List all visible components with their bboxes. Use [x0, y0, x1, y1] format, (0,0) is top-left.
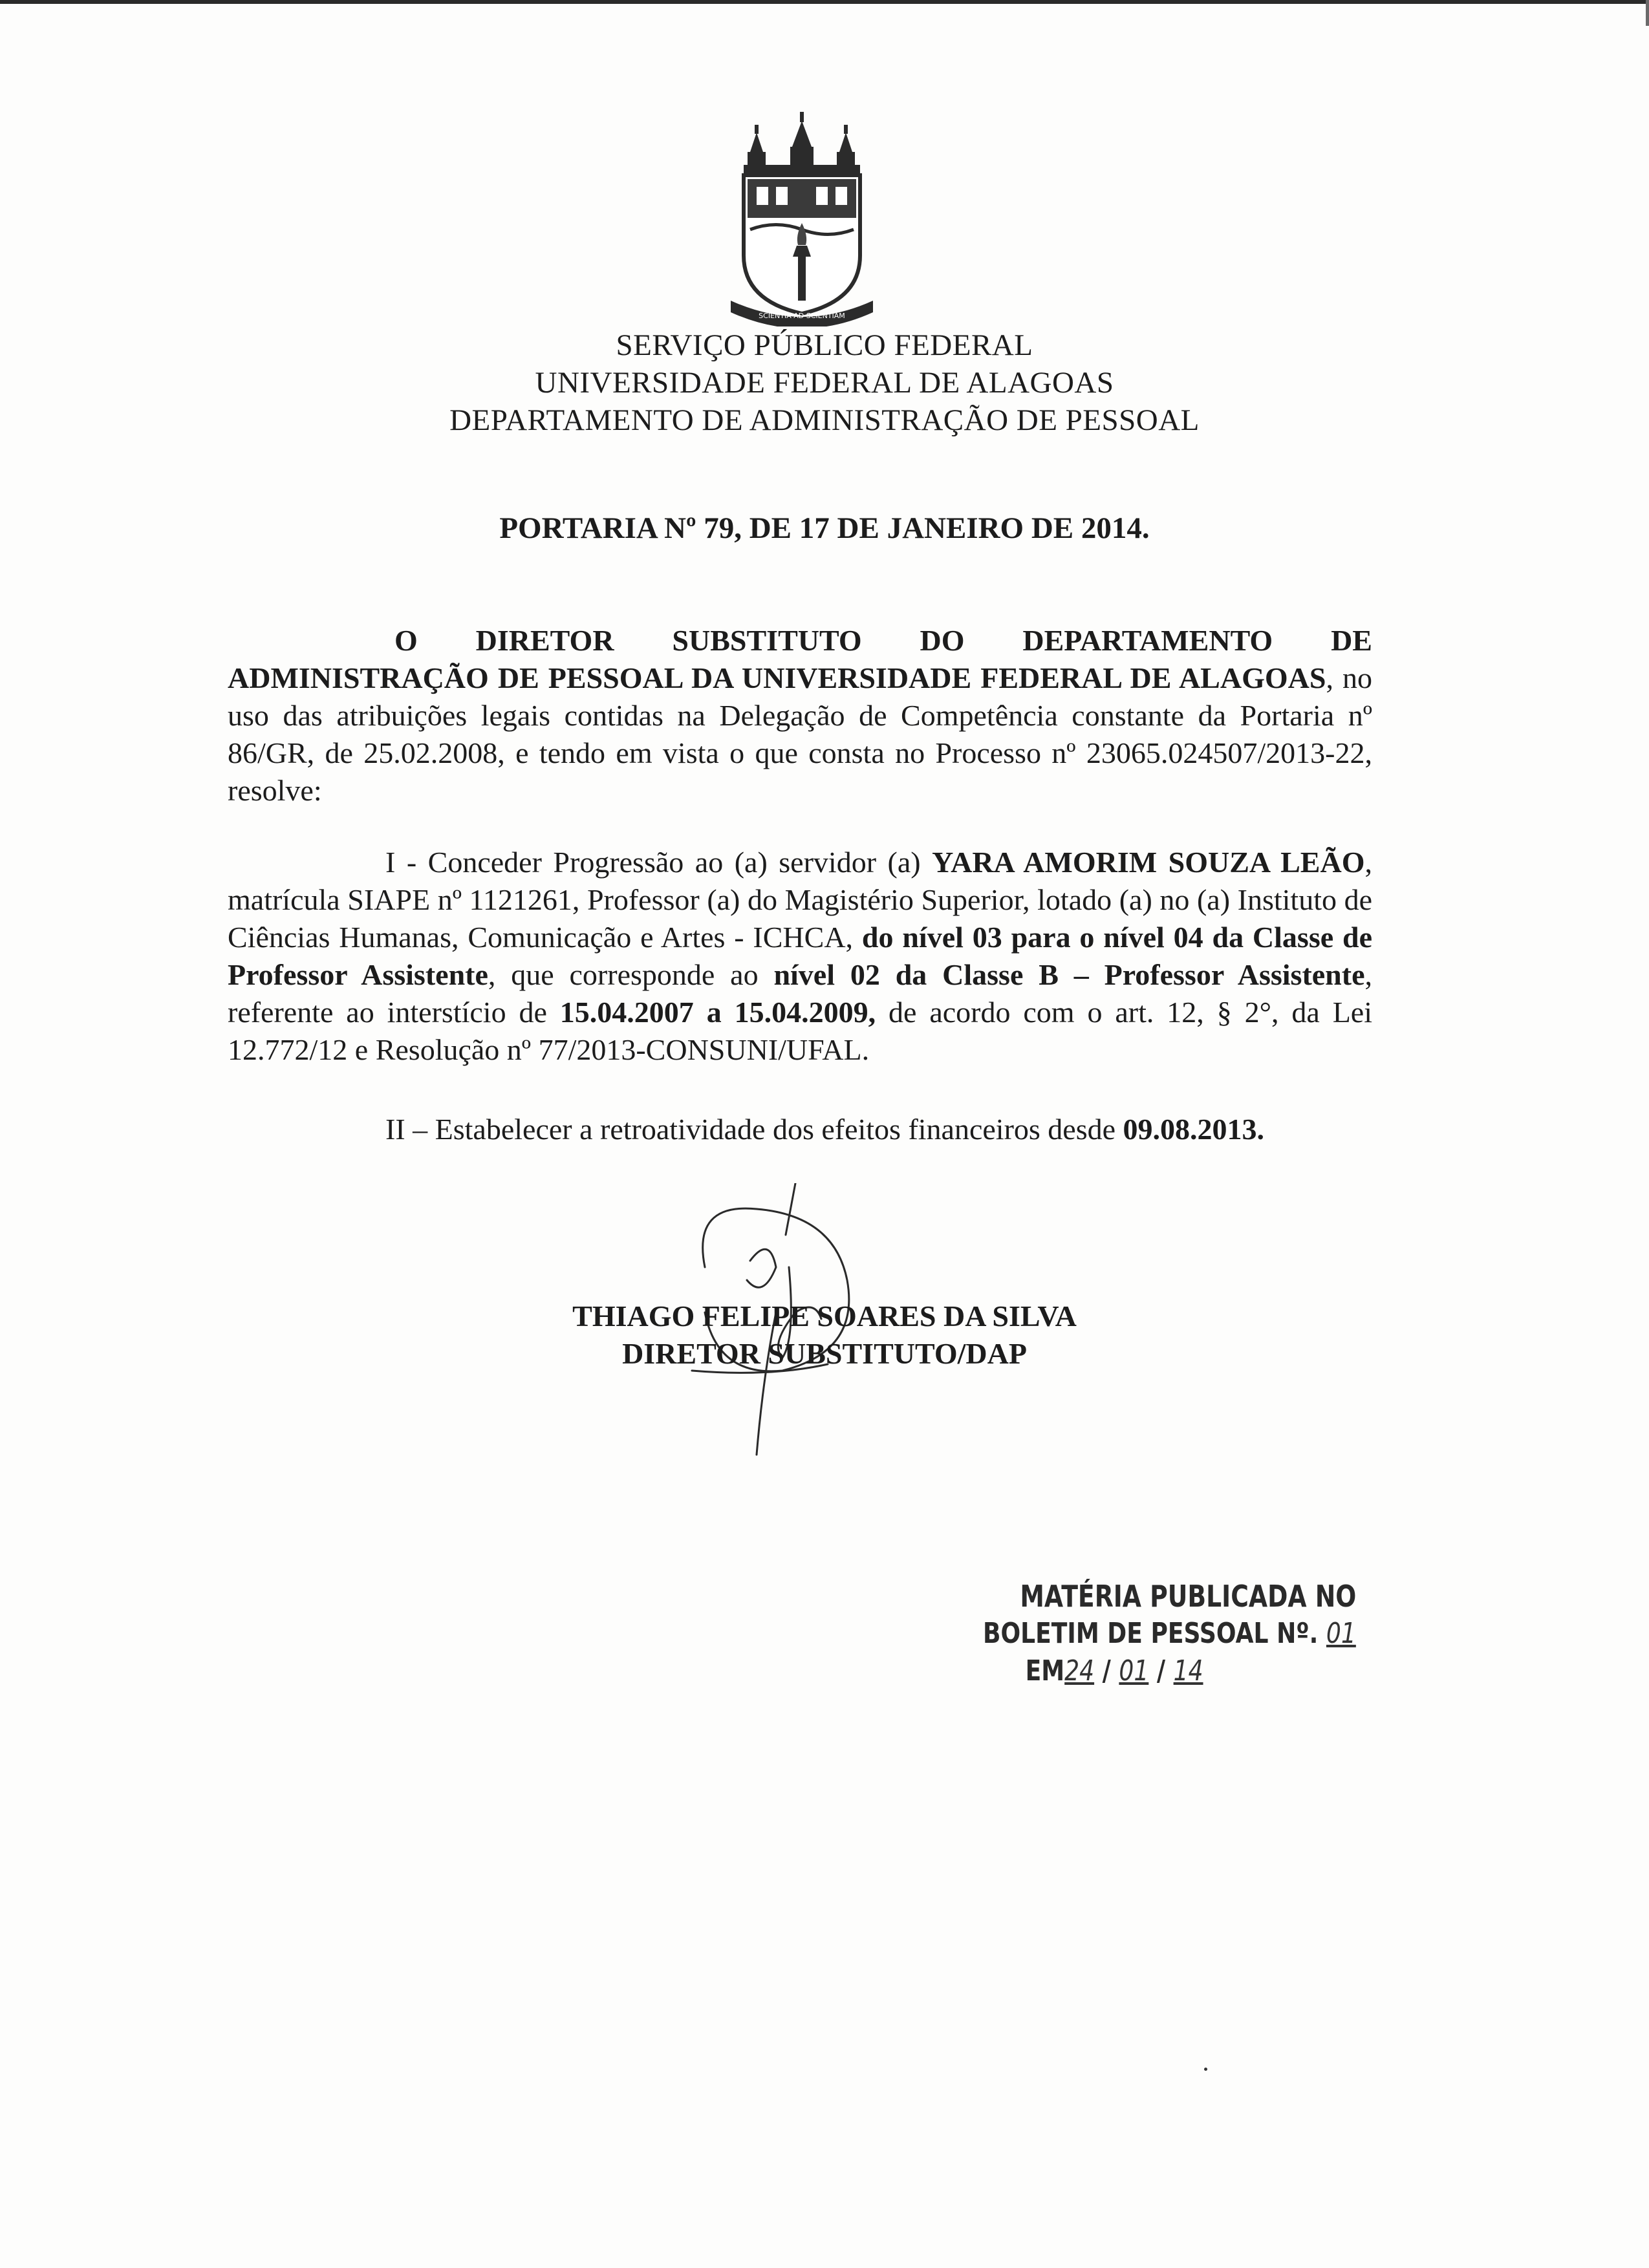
- article-one-prefix: I - Conceder Progressão ao (a) servidor (a): [385, 846, 932, 879]
- stamp-boletim-number: 01: [1326, 1617, 1356, 1650]
- scan-speck: [1204, 2068, 1207, 2071]
- document-header: [0, 326, 1649, 439]
- article-two-paragraph: [228, 1111, 1372, 1148]
- signer-block: [0, 1298, 1649, 1373]
- stamp-line-boletim: [983, 1615, 1356, 1653]
- header-line-department: DEPARTAMENTO DE ADMINISTRAÇÃO DE PESSOAL: [449, 403, 1200, 437]
- signer-name: THIAGO FELIPE SOARES DA SILVA: [572, 1300, 1077, 1332]
- header-line-university: UNIVERSIDADE FEDERAL DE ALAGOAS: [535, 366, 1114, 400]
- article-one-paragraph: [228, 844, 1372, 1069]
- article-one-text-3: , referente ao interstício de: [228, 958, 1372, 1029]
- interstice-period: 15.04.2007 a 15.04.2009,: [559, 996, 876, 1029]
- stamp-line-published: MATÉRIA PUBLICADA NO: [1020, 1579, 1357, 1614]
- stamp-year: 14: [1173, 1654, 1203, 1687]
- stamp-month: 01: [1119, 1654, 1149, 1687]
- to-level: nível 02 da Classe B – Professor Assistente: [773, 958, 1365, 991]
- header-line-service: SERVIÇO PÚBLICO FEDERAL: [616, 328, 1033, 362]
- portaria-title: PORTARIA Nº 79, DE 17 DE JANEIRO DE 2014.: [499, 511, 1150, 545]
- article-one-text-4: de acordo com o art. 12, § 2°, da Lei 12.772/12 e Resolução nº 77/2013-CONSUNI/UFAL.: [228, 996, 1373, 1066]
- publication-stamp: [983, 1578, 1357, 1690]
- servant-name: YARA AMORIM SOUZA LEÃO: [932, 846, 1365, 879]
- from-level: do nível 03 para o nível 04 da Classe de Professor Assistente: [228, 921, 1372, 991]
- signer-role: DIRETOR SUBSTITUTO/DAP: [622, 1337, 1027, 1370]
- preamble-authority: O DIRETOR SUBSTITUTO DO DEPARTAMENTO DE ADMINISTRAÇÃO DE PESSOAL DA UNIVERSIDADE FEDERAL DE ALAGOAS: [228, 624, 1372, 694]
- retroactive-date: 09.08.2013.: [1123, 1113, 1265, 1146]
- stamp-line-date: EM24 / 01 / 14: [1025, 1654, 1203, 1687]
- stamp-boletim-label: BOLETIM DE PESSOAL Nº.: [983, 1617, 1319, 1650]
- preamble-paragraph: [228, 622, 1372, 809]
- preamble-text: , no uso das atribuições legais contidas na Delegação de Competência constante da Portaria nº 86/GR, de 25.02.2008, e tendo em vista o que consta no Processo nº 23065.024507/2013-22, resolve:: [228, 661, 1372, 807]
- crest-motto: SCIENTIA AD SCIENTIAM: [759, 312, 845, 320]
- article-one-text-1: , matrícula SIAPE nº 1121261, Professor (a) do Magistério Superior, lotado (a) no (a) Instituto de Ciências Humanas, Comunicação e Artes - ICHCA,: [228, 846, 1372, 954]
- article-two-text: II – Estabelecer a retroatividade dos efeitos financeiros desde: [385, 1113, 1123, 1146]
- scan-border-top: [0, 0, 1649, 4]
- ufal-coat-of-arms-icon: [731, 107, 873, 326]
- stamp-date-label: EM: [1025, 1654, 1065, 1687]
- article-one-text-2: , que corresponde ao: [488, 958, 774, 991]
- scan-border-right: [1646, 0, 1649, 26]
- stamp-day: 24: [1064, 1654, 1095, 1687]
